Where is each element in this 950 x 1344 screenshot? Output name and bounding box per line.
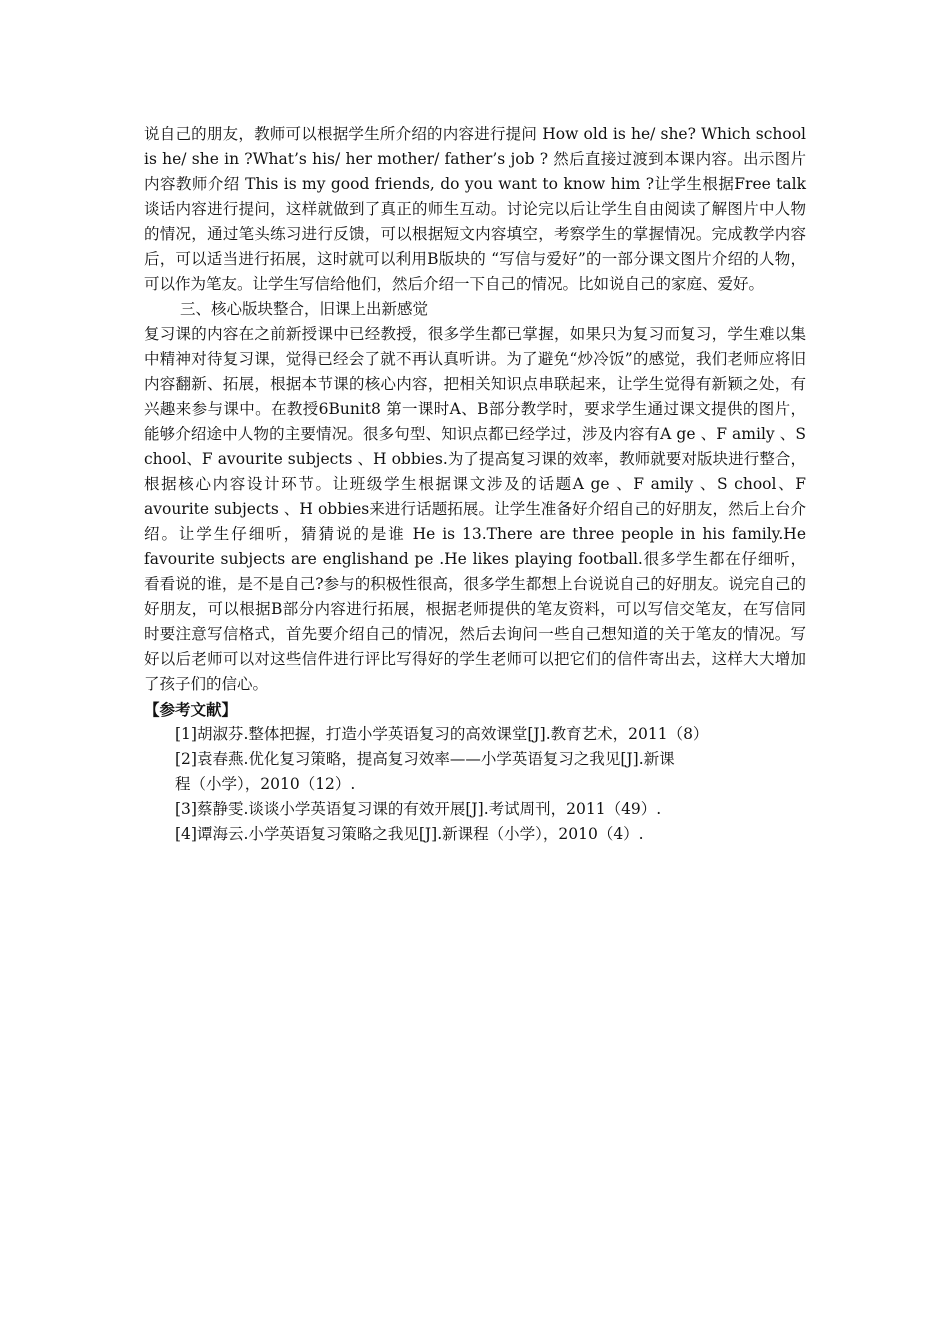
references-title: 【参考文献】 — [144, 700, 238, 719]
reference-item-1 — [144, 722, 806, 747]
reference-text: [2]袁春燕.优化复习策略，提高复习效率——小学英语复习之我见[J].新课 — [175, 750, 675, 768]
reference-text: [3]蔡静雯.谈谈小学英语复习课的有效开展[J].考试周刊，2011（49）. — [175, 800, 662, 818]
reference-item-3 — [144, 797, 806, 822]
reference-text: [1]胡淑芬.整体把握，打造小学英语复习的高效课堂[J].教育艺术，2011（8） — [175, 725, 709, 743]
reference-item-4 — [144, 822, 806, 847]
paragraph-1: 说自己的朋友，教师可以根据学生所介绍的内容进行提问 How old is he/ she? Which school is he/ she in ?What’s his/ her mother/ father’s job ? 然后直接过渡到本课内容。出示图片内容教师介绍 This is my good friends, do you want to know him ?让学生根据Free talk谈话内容进行提问，这样就做到了真正的师生互动。讨论完以后让学生自由阅读了解图片中人物的情况，通过笔头练习进行反馈，可以根据短文内容填空，考察学生的掌握情况。完成教学内容后，可以适当进行拓展，这时就可以利用B版块的 “写信与爱好”的一部分课文图片介绍的人物，可以作为笔友。让学生写信给他们，然后介绍一下自己的情况。比如说自己的家庭、爱好。 — [144, 125, 806, 293]
article-body — [144, 122, 806, 847]
references-list — [144, 722, 806, 847]
reference-item-2 — [144, 747, 806, 797]
reference-text: [4]谭海云.小学英语复习策略之我见[J].新课程（小学），2010（4）. — [175, 825, 644, 843]
reference-text-continued: 程（小学），2010（12）. — [175, 775, 356, 793]
paragraph-2: 复习课的内容在之前新授课中已经教授，很多学生都已掌握，如果只为复习而复习，学生难以集中精神对待复习课，觉得已经会了就不再认真听讲。为了避免“炒冷饭”的感觉，我们老师应将旧内容翻新、拓展，根据本节课的核心内容，把相关知识点串联起来，让学生觉得有新颖之处，有兴趣来参与课中。在教授6Bunit8 第一课时A、B部分教学时，要求学生通过课文提供的图片，能够介绍途中人物的主要情况。很多句型、知识点都已经学过，涉及内容有A ge 、F amily 、S chool、F avourite subjects 、H obbies.为了提高复习课的效率，教师就要对版块进行整合，根据核心内容设计环节。让班级学生根据课文涉及的话题A ge 、F amily 、S chool、F avourite subjects 、H obbies来进行话题拓展。让学生准备好介绍自己的好朋友，然后上台介绍。让学生仔细听，猜猜说的是谁 He is 13.There are three people in his family.He favourite subjects are englishand pe .He likes playing football.很多学生都在仔细听，看看说的谁，是不是自己?参与的积极性很高，很多学生都想上台说说自己的好朋友。说完自己的好朋友，可以根据B部分内容进行拓展，根据老师提供的笔友资料，可以写信交笔友，在写信同时要注意写信格式，首先要介绍自己的情况，然后去询问一些自己想知道的关于笔友的情况。写好以后老师可以对这些信件进行评比写得好的学生老师可以把它们的信件寄出去，这样大大增加了孩子们的信心。 — [144, 325, 806, 693]
section-heading-3: 三、核心版块整合，旧课上出新感觉 — [180, 300, 429, 318]
